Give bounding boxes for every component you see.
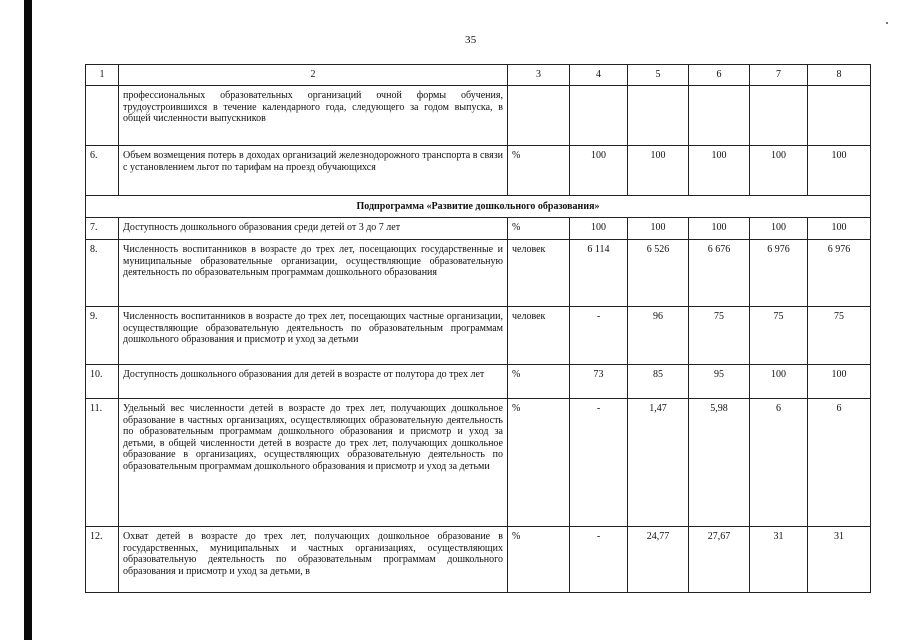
value-cell: [628, 86, 689, 146]
value-cell: 100: [689, 218, 750, 240]
row-number: 12.: [86, 527, 119, 593]
value-cell: 96: [628, 307, 689, 365]
table-row: [86, 146, 871, 196]
value-cell: 75: [750, 307, 808, 365]
value-cell: 6: [808, 399, 871, 527]
page-number: 35: [465, 34, 477, 46]
value-cell: 85: [628, 365, 689, 399]
value-cell: 6 526: [628, 240, 689, 307]
unit-cell: %: [508, 399, 570, 527]
unit-cell: [508, 86, 570, 146]
row-number: 9.: [86, 307, 119, 365]
section-title: Подпрограмма «Развитие дошкольного образования»: [86, 196, 871, 218]
value-cell: 5,98: [689, 399, 750, 527]
value-cell: [570, 86, 628, 146]
unit-cell: человек: [508, 240, 570, 307]
column-header: 8: [808, 65, 871, 86]
value-cell: 100: [808, 365, 871, 399]
indicator-name: Удельный вес численности детей в возрасте до трех лет, получающих дошкольное образование в частных организациях, осуществляющих образовательную деятельность по образовательным программам дошкольного образования и присмотр и уход за детьми, в общей численности детей в возрасте до трех лет, получающих дошкольное образование в организациях, осуществляющих образовательную деятельность по образовательным программам дошкольного образования и присмотр и уход за детьми: [119, 399, 508, 527]
value-cell: 100: [689, 146, 750, 196]
table-row: [86, 365, 871, 399]
indicator-name: профессиональных образовательных организаций очной формы обучения, трудоустроившихся в течение календарного года, следующего за годом выпуска, в общей численности выпускников: [119, 86, 508, 146]
value-cell: 6 114: [570, 240, 628, 307]
row-number: 10.: [86, 365, 119, 399]
indicator-name: Объем возмещения потерь в доходах организаций железнодорожного транспорта в связи с установлением льгот по тарифам на проезд обучающихся: [119, 146, 508, 196]
scan-edge-bar: [24, 0, 32, 640]
value-cell: [808, 86, 871, 146]
unit-cell: %: [508, 365, 570, 399]
value-cell: 1,47: [628, 399, 689, 527]
value-cell: 24,77: [628, 527, 689, 593]
value-cell: -: [570, 527, 628, 593]
value-cell: 95: [689, 365, 750, 399]
value-cell: -: [570, 307, 628, 365]
row-number: 8.: [86, 240, 119, 307]
table-row: [86, 399, 871, 527]
value-cell: 27,67: [689, 527, 750, 593]
value-cell: 6: [750, 399, 808, 527]
indicator-name: Доступность дошкольного образования среди детей от 3 до 7 лет: [119, 218, 508, 240]
value-cell: 100: [570, 146, 628, 196]
column-header: 1: [86, 65, 119, 86]
row-number: 11.: [86, 399, 119, 527]
column-header: 6: [689, 65, 750, 86]
value-cell: 75: [689, 307, 750, 365]
row-number: [86, 86, 119, 146]
column-header: 5: [628, 65, 689, 86]
scan-speck: [886, 22, 888, 24]
column-header: 3: [508, 65, 570, 86]
value-cell: 6 976: [750, 240, 808, 307]
value-cell: 6 676: [689, 240, 750, 307]
column-header: 2: [119, 65, 508, 86]
table-row: [86, 527, 871, 593]
value-cell: [750, 86, 808, 146]
indicator-name: Охват детей в возрасте до трех лет, получающих дошкольное образование в государственных, муниципальных и частных организациях, осуществляющих образовательную деятельность по образовательным программам дошкольного образования и присмотр и уход за детьми, в: [119, 527, 508, 593]
unit-cell: %: [508, 218, 570, 240]
value-cell: 100: [628, 218, 689, 240]
value-cell: -: [570, 399, 628, 527]
table-row: [86, 218, 871, 240]
row-number: 7.: [86, 218, 119, 240]
indicator-name: Численность воспитанников в возрасте до трех лет, посещающих частные организации, осуществляющие образовательную деятельность по образовательным программам дошкольного образования и присмотр и уход за детьми: [119, 307, 508, 365]
table-header-row: [86, 65, 871, 86]
unit-cell: %: [508, 527, 570, 593]
unit-cell: %: [508, 146, 570, 196]
column-header: 7: [750, 65, 808, 86]
value-cell: 75: [808, 307, 871, 365]
table-row: [86, 307, 871, 365]
indicator-name: Доступность дошкольного образования для детей в возрасте от полутора до трех лет: [119, 365, 508, 399]
unit-cell: человек: [508, 307, 570, 365]
row-number: 6.: [86, 146, 119, 196]
indicator-name: Численность воспитанников в возрасте до трех лет, посещающих государственные и муниципальные образовательные организации, осуществляющие образовательную деятельность по образовательным программам дошкольного образования: [119, 240, 508, 307]
column-header: 4: [570, 65, 628, 86]
value-cell: 100: [750, 365, 808, 399]
value-cell: 100: [570, 218, 628, 240]
section-row: [86, 196, 871, 218]
value-cell: 100: [750, 218, 808, 240]
value-cell: 100: [628, 146, 689, 196]
value-cell: 100: [808, 218, 871, 240]
value-cell: 100: [750, 146, 808, 196]
indicators-table: [85, 64, 871, 593]
value-cell: 73: [570, 365, 628, 399]
value-cell: 100: [808, 146, 871, 196]
value-cell: 31: [750, 527, 808, 593]
value-cell: 31: [808, 527, 871, 593]
value-cell: 6 976: [808, 240, 871, 307]
value-cell: [689, 86, 750, 146]
table-row: [86, 240, 871, 307]
table-row: [86, 86, 871, 146]
